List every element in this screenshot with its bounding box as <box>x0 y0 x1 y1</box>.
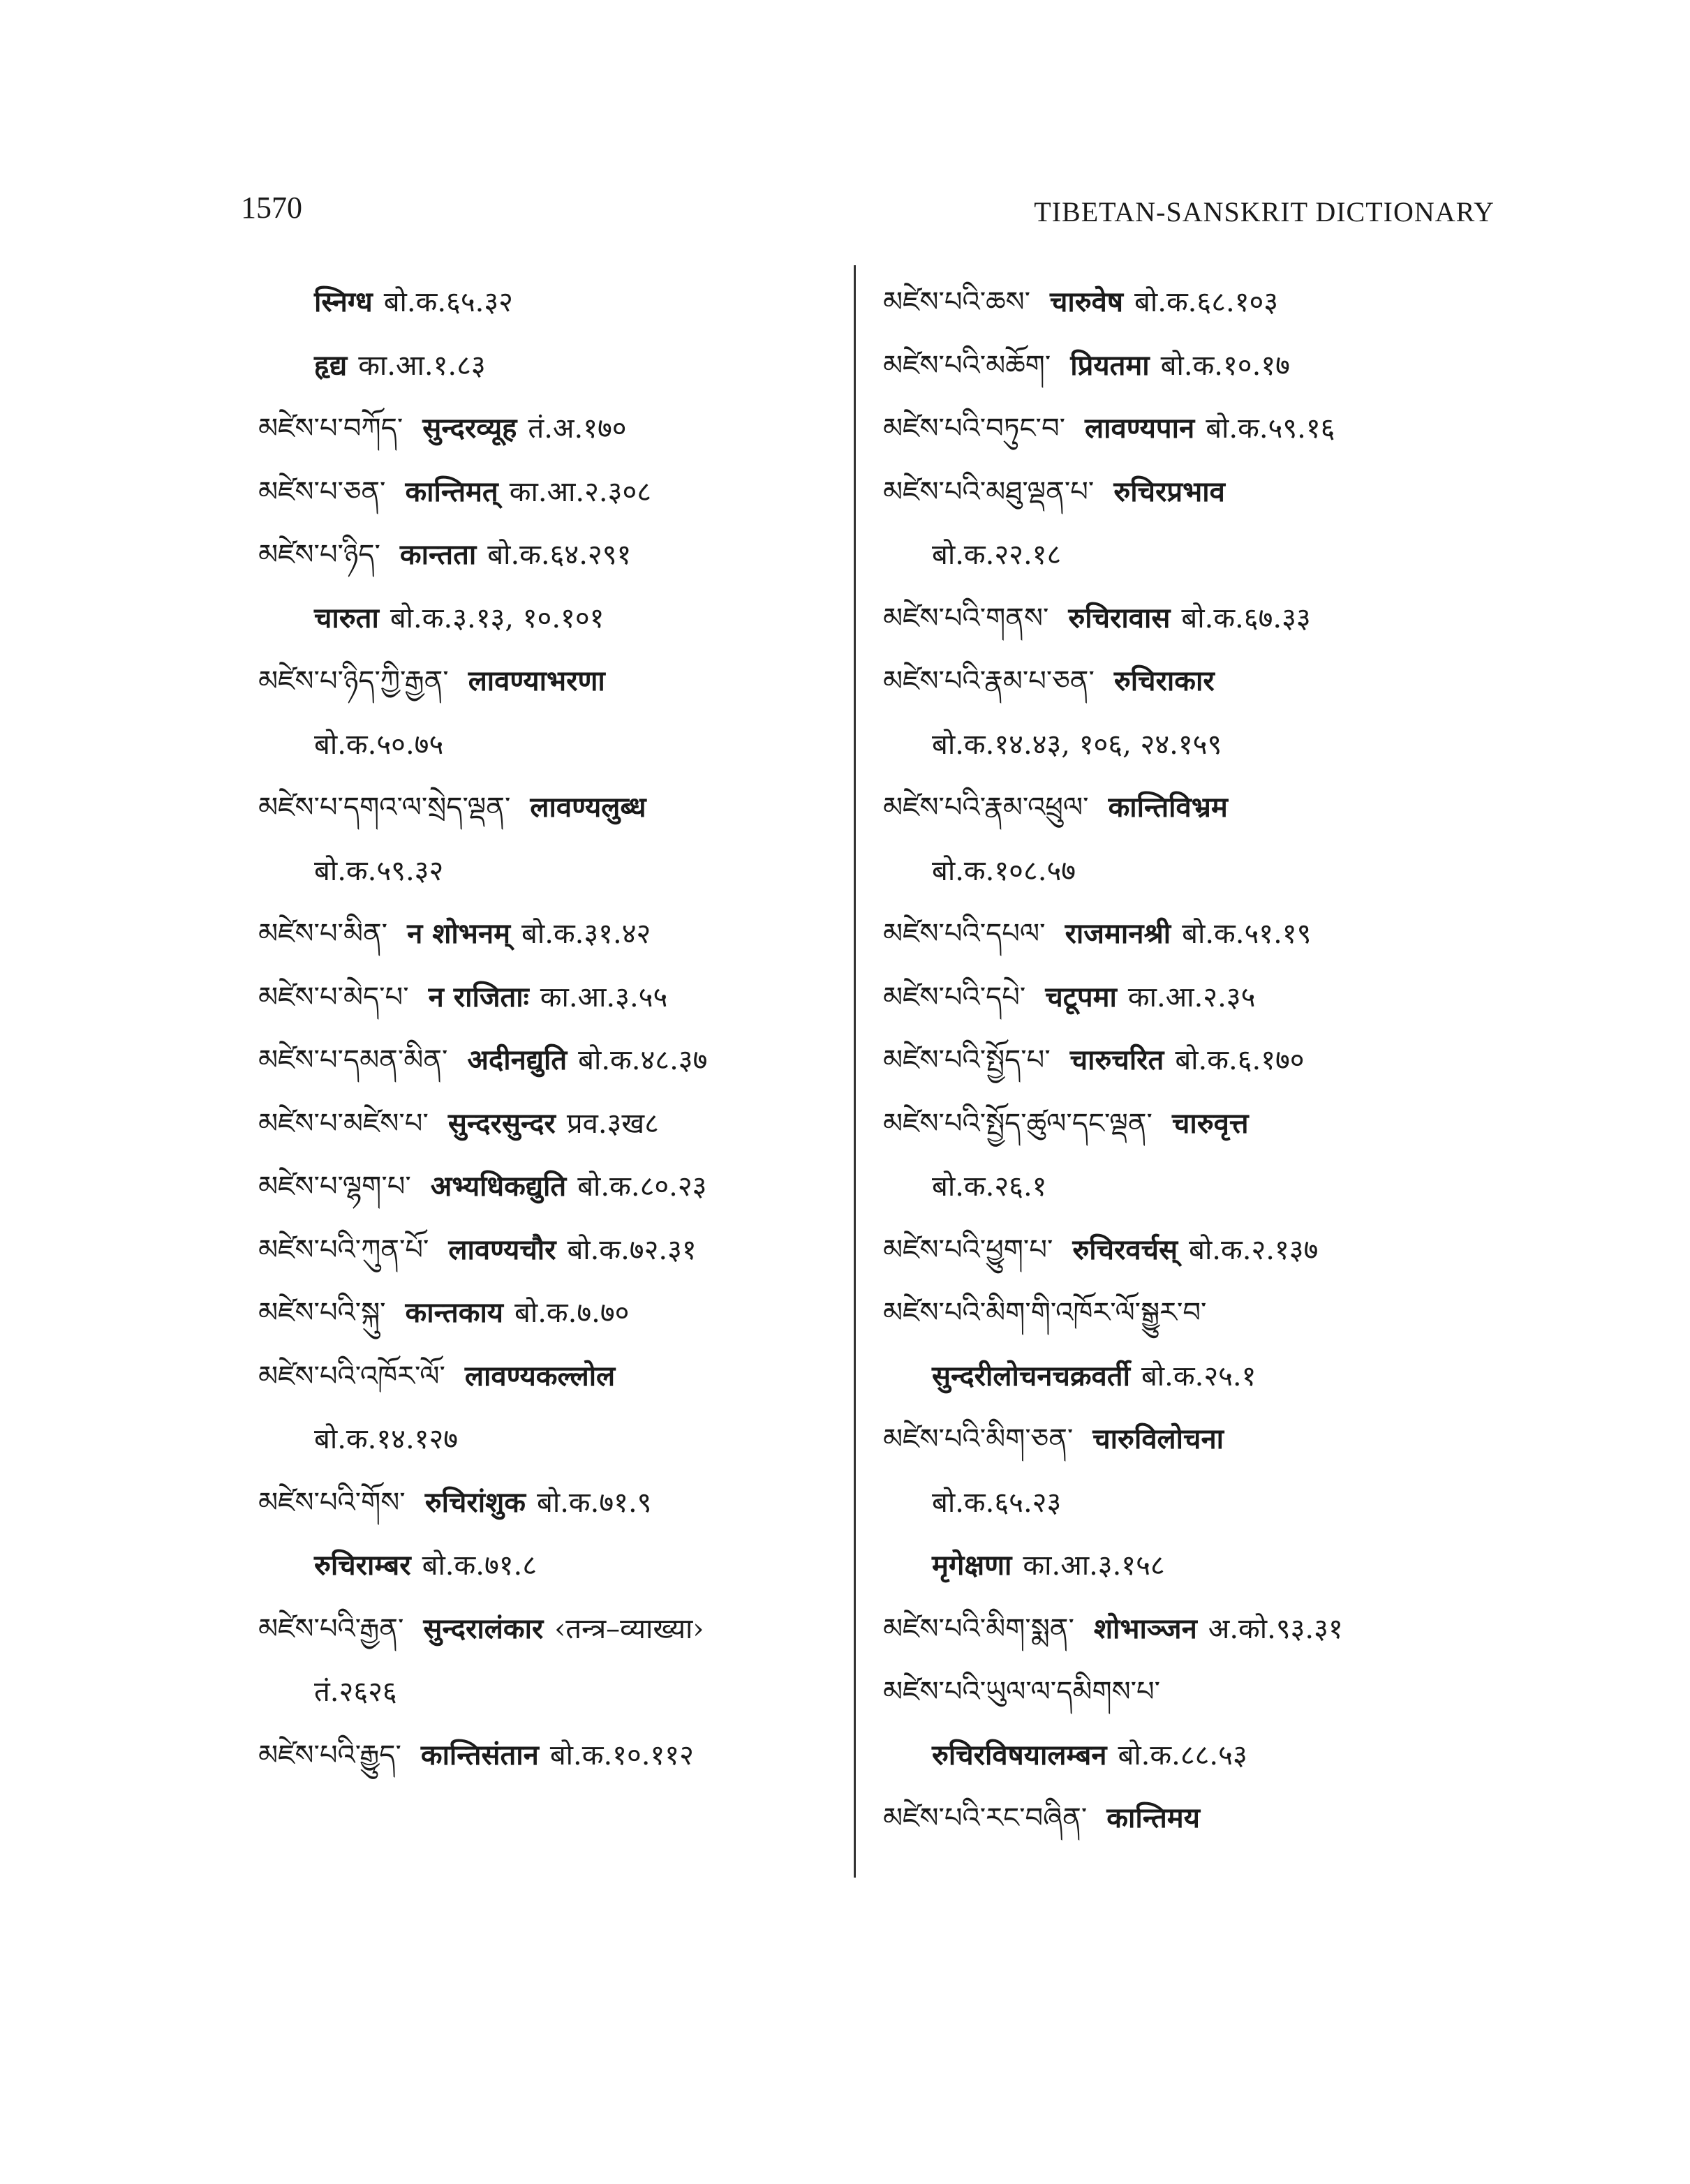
dictionary-entry <box>258 1029 831 1092</box>
tibetan-headword: མཛེས་པ་མེད་པ་ <box>258 981 409 1013</box>
column-divider <box>854 265 856 1878</box>
tibetan-headword: མཛེས་པའི་དཔེ་ <box>883 981 1026 1013</box>
source-reference: बो.क.१४.४३, १०६, २४.१५९ <box>932 728 1222 761</box>
sanskrit-equivalent: चारुविलोचना <box>1092 1422 1224 1455</box>
source-reference: तं.२६२६ <box>314 1676 397 1708</box>
tibetan-headword: མཛེས་པའི་འཁོར་ལོ་ <box>258 1360 445 1392</box>
tibetan-headword: མཛེས་པ་མིན་ <box>258 918 388 950</box>
source-reference: बो.क.१०८.५७ <box>932 854 1076 887</box>
sanskrit-equivalent: न राजिताः <box>428 980 529 1013</box>
dictionary-entry <box>883 1534 1511 1598</box>
dictionary-entry <box>258 461 831 524</box>
sanskrit-equivalent: रुचिराकार <box>1113 664 1215 697</box>
dictionary-entry <box>258 334 831 398</box>
dictionary-entry <box>258 966 831 1030</box>
dictionary-entry <box>883 1408 1511 1471</box>
dictionary-entry <box>883 587 1511 651</box>
tibetan-headword: མཛེས་པ་དགའ་ལ་སྲེད་ལྡན་ <box>258 792 511 824</box>
dictionary-entry <box>258 1092 831 1156</box>
source-reference: का.आ.३.१५८ <box>1023 1550 1165 1582</box>
source-reference: बो.क.१०.११२ <box>549 1739 694 1771</box>
dictionary-entry <box>883 397 1511 461</box>
source-reference: बो.क.२६.१ <box>932 1171 1047 1203</box>
dictionary-entry <box>258 1219 831 1282</box>
source-reference: बो.क.४८.३७ <box>578 1044 708 1076</box>
tibetan-headword: མཛེས་པའི་ཡུལ་ལ་དམིགས་པ་ <box>883 1676 1161 1708</box>
sanskrit-equivalent: चारुता <box>314 601 379 634</box>
source-reference: बो.क.३१.४२ <box>521 918 651 950</box>
source-reference: बो.क.५०.७५ <box>314 728 444 761</box>
dictionary-entry <box>883 1345 1511 1409</box>
source-reference: बो.क.३.१३, १०.१०१ <box>390 602 605 634</box>
source-reference: बो.क.२.१३७ <box>1189 1233 1319 1266</box>
sanskrit-equivalent: रुचिरावास <box>1068 601 1171 634</box>
sanskrit-equivalent: लावण्याभरणा <box>468 664 605 697</box>
source-reference: का.आ.२.३५ <box>1127 981 1256 1013</box>
dictionary-entry <box>883 1724 1511 1788</box>
source-reference: बो.क.२२.१८ <box>932 539 1062 571</box>
sanskrit-equivalent: लावण्यलुब्ध <box>530 791 646 824</box>
tibetan-headword: མཛེས་པ་བཀོད་ <box>258 413 403 445</box>
sanskrit-equivalent: रुचिरप्रभाव <box>1113 475 1225 508</box>
source-reference: बो.क.६५.२३ <box>932 1486 1062 1519</box>
source-reference: तं.अ.१७० <box>528 413 627 445</box>
dictionary-entry <box>258 1661 831 1724</box>
tibetan-headword: མཛེས་པའི་གནས་ <box>883 602 1049 634</box>
dictionary-entry <box>258 587 831 651</box>
sanskrit-equivalent: प्रियतमा <box>1070 348 1150 382</box>
source-reference: बो.क.१०.१७ <box>1160 349 1290 382</box>
tibetan-headword: མཛེས་པའི་ཆས་ <box>883 286 1030 318</box>
source-reference: प्रव.३ख८ <box>566 1107 659 1140</box>
source-reference: ‹तन्त्र–व्याख्या› <box>554 1612 704 1645</box>
tibetan-headword: མཛེས་པའི་རྒྱུད་ <box>258 1739 401 1771</box>
tibetan-headword: མཛེས་པའི་རྒྱན་ <box>258 1612 404 1645</box>
dictionary-entry <box>258 1282 831 1345</box>
tibetan-headword: མཛེས་པ་མཛེས་པ་ <box>258 1107 429 1140</box>
sanskrit-equivalent: कान्तिविभ्रम <box>1108 791 1228 824</box>
source-reference: बो.क.६४.२९१ <box>487 539 632 571</box>
source-reference: का.आ.१.८३ <box>358 349 486 382</box>
dictionary-entry <box>258 902 831 966</box>
tibetan-headword: མཛེས་པའི་རྣམ་པ་ཅན་ <box>883 665 1095 697</box>
dictionary-entry <box>883 523 1511 587</box>
dictionary-entry <box>883 840 1511 903</box>
sanskrit-equivalent: कान्तिमत् <box>405 475 498 508</box>
tibetan-headword: མཛེས་པའི་སྤྱོད་པ་ <box>883 1044 1051 1076</box>
tibetan-headword: མཛེས་པ་ཅན་ <box>258 475 386 508</box>
tibetan-headword: མཛེས་པའི་གོས་ <box>258 1486 406 1519</box>
tibetan-headword: མཛེས་པའི་མཐུ་ལྡན་པ་ <box>883 475 1095 508</box>
sanskrit-equivalent: सुन्दरसुन्दर <box>447 1106 556 1140</box>
sanskrit-equivalent: अभ्यधिकद्युति <box>430 1170 567 1203</box>
source-reference: बो.क.७२.३१ <box>567 1233 697 1266</box>
dictionary-entry <box>258 1345 831 1409</box>
source-reference: बो.क.२५.१ <box>1141 1360 1257 1392</box>
tibetan-headword: མཛེས་པའི་མིག་གི་འཁོར་ལོ་སྒྱུར་བ་ <box>883 1297 1207 1329</box>
tibetan-headword: མཛེས་པ་ཉིད་ཀྱི་རྒྱན་ <box>258 665 449 697</box>
dictionary-entry <box>258 840 831 903</box>
dictionary-entry <box>883 1219 1511 1282</box>
sanskrit-equivalent: चारुचरित <box>1069 1043 1164 1076</box>
tibetan-headword: མཛེས་པ་ཉིད་ <box>258 539 380 571</box>
dictionary-entry <box>883 713 1511 777</box>
dictionary-entry <box>258 650 831 713</box>
dictionary-entry <box>883 1661 1511 1724</box>
tibetan-headword: མཛེས་པའི་རྣམ་འཕྲུལ་ <box>883 792 1089 824</box>
source-reference: बो.क.६.१७० <box>1175 1044 1305 1076</box>
tibetan-headword: མཛེས་པའི་སྐུ་ <box>258 1297 386 1329</box>
page-number: 1570 <box>241 191 302 225</box>
sanskrit-equivalent: सुन्दरीलोचनचक्रवर्ती <box>932 1359 1130 1392</box>
sanskrit-equivalent: सुन्दरालंकार <box>423 1612 544 1645</box>
dictionary-entry <box>883 271 1511 334</box>
sanskrit-equivalent: स्निग्ध <box>314 285 373 318</box>
source-reference: बो.क.५९.३२ <box>314 854 444 887</box>
source-reference: बो.क.६८.१०३ <box>1134 286 1279 318</box>
dictionary-entry <box>883 1282 1511 1345</box>
tibetan-headword: མཛེས་པའི་མིག་ཅན་ <box>883 1423 1074 1455</box>
source-reference: का.आ.३.५५ <box>540 981 668 1013</box>
sanskrit-equivalent: राजमानश्री <box>1065 917 1171 950</box>
sanskrit-equivalent: लावण्यकल्लोल <box>464 1359 616 1392</box>
dictionary-entry <box>258 776 831 840</box>
dictionary-entry <box>258 271 831 334</box>
tibetan-headword: མཛེས་པའི་མཆོག་ <box>883 349 1051 382</box>
dictionary-entry <box>883 1155 1511 1219</box>
sanskrit-equivalent: चारुवृत्त <box>1171 1106 1249 1140</box>
dictionary-entry <box>883 966 1511 1030</box>
tibetan-headword: མཛེས་པའི་ཀུན་པོ་ <box>258 1233 429 1266</box>
dictionary-entry <box>883 1598 1511 1661</box>
sanskrit-equivalent: चारुवेष <box>1050 285 1124 318</box>
source-reference: बो.क.७.७० <box>514 1297 630 1329</box>
dictionary-entry <box>883 1092 1511 1156</box>
source-reference: बो.क.७१.९ <box>537 1486 652 1519</box>
dictionary-entry <box>883 1029 1511 1092</box>
source-reference: बो.क.६७.३३ <box>1181 602 1311 634</box>
left-column <box>258 271 831 1787</box>
sanskrit-equivalent: शोभाञ्जन <box>1093 1612 1197 1645</box>
dictionary-entry <box>883 776 1511 840</box>
tibetan-headword: མཛེས་པའི་རང་བཞིན་ <box>883 1802 1088 1834</box>
dictionary-entry <box>258 713 831 777</box>
dictionary-entry <box>883 650 1511 713</box>
tibetan-headword: མཛེས་པ་དམན་མིན་ <box>258 1044 448 1076</box>
source-reference: बो.क.१४.१२७ <box>314 1423 459 1455</box>
sanskrit-equivalent: रुचिराम्बर <box>314 1549 411 1582</box>
source-reference: बो.क.८८.५३ <box>1118 1739 1247 1771</box>
sanskrit-equivalent: मृगेक्षणा <box>932 1549 1012 1582</box>
dictionary-entry <box>258 1724 831 1788</box>
sanskrit-equivalent: लावण्यचौर <box>448 1233 556 1266</box>
dictionary-entry <box>258 1598 831 1661</box>
tibetan-headword: མཛེས་པའི་མིག་སྨན་ <box>883 1612 1074 1645</box>
dictionary-entry <box>258 1534 831 1598</box>
dictionary-entry <box>258 523 831 587</box>
sanskrit-equivalent: कान्तकाय <box>405 1296 504 1329</box>
source-reference: बो.क.७१.८ <box>422 1550 538 1582</box>
dictionary-entry <box>883 902 1511 966</box>
dictionary-entry <box>258 1155 831 1219</box>
sanskrit-equivalent: सुन्दरव्यूह <box>422 412 517 445</box>
sanskrit-equivalent: न शोभनम् <box>407 917 511 950</box>
sanskrit-equivalent: कान्तता <box>399 538 477 571</box>
sanskrit-equivalent: चटूपमा <box>1045 980 1117 1013</box>
dictionary-entry <box>883 461 1511 524</box>
sanskrit-equivalent: कान्तिमय <box>1106 1802 1200 1834</box>
dictionary-entry <box>883 1471 1511 1535</box>
dictionary-entry <box>883 1787 1511 1850</box>
sanskrit-equivalent: रुचिरवर्चस् <box>1072 1233 1178 1266</box>
source-reference: बो.क.५९.१६ <box>1206 413 1335 445</box>
sanskrit-equivalent: लावण्यपान <box>1085 412 1195 445</box>
sanskrit-equivalent: हृद्य <box>314 348 348 382</box>
source-reference: का.आ.२.३०८ <box>509 475 652 508</box>
source-reference: बो.क.८०.२३ <box>577 1171 707 1203</box>
dictionary-entry <box>258 397 831 461</box>
dictionary-entry <box>258 1408 831 1471</box>
source-reference: बो.क.६५.३२ <box>383 286 513 318</box>
tibetan-headword: མཛེས་པའི་ཕྱུག་པ་ <box>883 1233 1053 1266</box>
tibetan-headword: མཛེས་པའི་དཔལ་ <box>883 918 1046 950</box>
right-column <box>883 271 1511 1850</box>
dictionary-entry <box>258 1471 831 1535</box>
running-title: TIBETAN-SANSKRIT DICTIONARY <box>1034 196 1495 228</box>
source-reference: बो.क.५१.१९ <box>1182 918 1312 950</box>
sanskrit-equivalent: अदीनद्युति <box>467 1043 568 1076</box>
tibetan-headword: མཛེས་པའི་སྤྱོད་ཚུལ་དང་ལྡན་ <box>883 1107 1152 1140</box>
sanskrit-equivalent: रुचिरविषयालम्बन <box>932 1738 1107 1771</box>
source-reference: अ.को.९३.३१ <box>1208 1612 1343 1645</box>
sanskrit-equivalent: कान्तिसंतान <box>420 1738 539 1771</box>
tibetan-headword: མཛེས་པ་ལྷག་པ་ <box>258 1171 411 1203</box>
dictionary-entry <box>883 334 1511 398</box>
tibetan-headword: མཛེས་པའི་བཏུང་བ་ <box>883 413 1065 445</box>
sanskrit-equivalent: रुचिरांशुक <box>424 1485 526 1519</box>
